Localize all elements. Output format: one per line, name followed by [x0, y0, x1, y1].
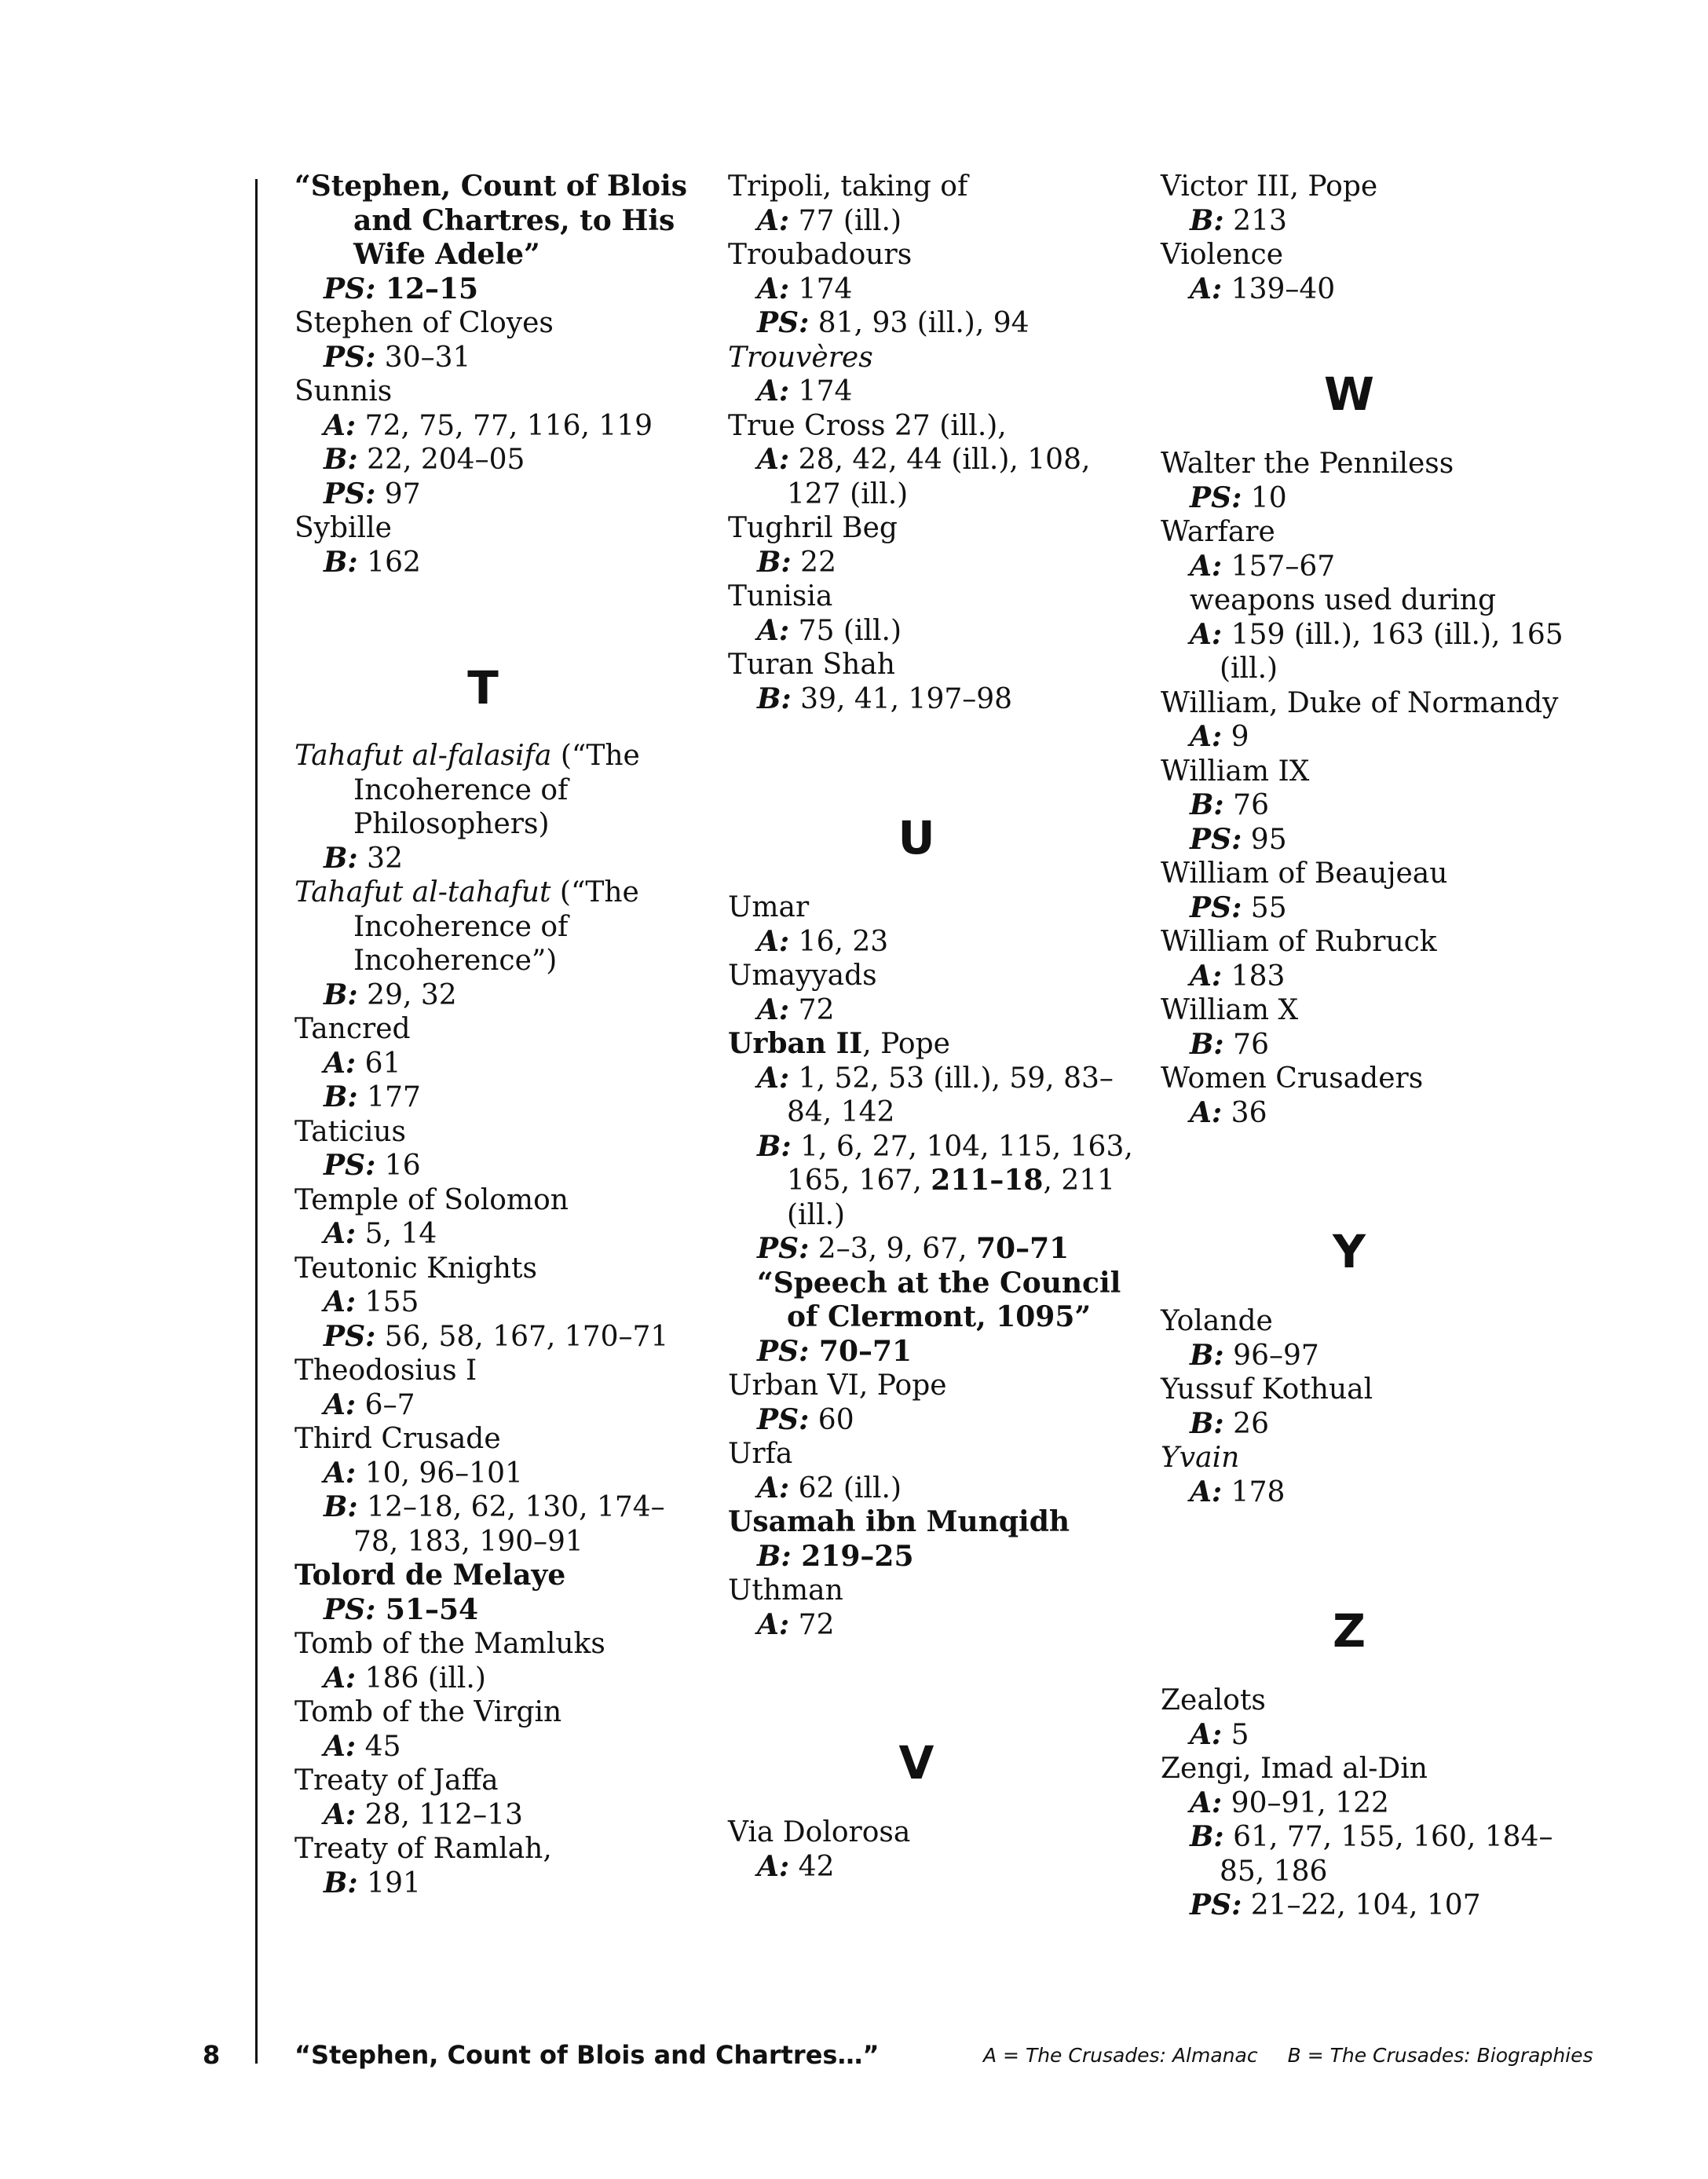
index-entry — [1161, 1373, 1569, 1441]
entry-subentry: A: 10, 96–101 — [324, 1456, 523, 1490]
entry-subentry: A: 178 — [1190, 1475, 1286, 1508]
section-letter: V — [898, 1736, 934, 1790]
entry-heading: Urfa — [728, 1438, 793, 1470]
entry-subentry: B: 61, 77, 155, 160, 184–85, 186 — [1190, 1820, 1553, 1888]
entry-subentry: A: 155 — [324, 1285, 419, 1318]
entry-subentry: B: 22, 204–05 — [324, 443, 525, 476]
index-entry — [294, 1115, 703, 1183]
entry-heading: Temple of Solomon — [294, 1183, 569, 1216]
entry-heading: Trouvères — [728, 341, 873, 374]
entry-heading: Taticius — [294, 1115, 406, 1148]
entry-subentry: weapons used during — [1190, 584, 1497, 616]
index-entry — [728, 170, 1136, 238]
entry-heading: Tomb of the Mamluks — [294, 1628, 605, 1660]
index-entry — [294, 1832, 703, 1900]
entry-subentry: B: 213 — [1190, 203, 1287, 237]
entry-subentry: B: 76 — [1190, 788, 1269, 821]
index-entry — [728, 890, 1136, 959]
entry-subentry: PS: 95 — [1190, 822, 1287, 856]
index-entry — [294, 1183, 703, 1252]
entry-subentry: A: 36 — [1190, 1095, 1267, 1129]
entry-subentry: PS: 30–31 — [324, 340, 471, 374]
index-entry — [728, 1027, 1136, 1369]
entry-subentry: A: 9 — [1190, 720, 1249, 753]
entry-subentry: B: 22 — [757, 545, 836, 579]
index-entry — [728, 1437, 1136, 1505]
entry-heading: Zealots — [1161, 1684, 1266, 1717]
entry-heading: Tancred — [294, 1013, 411, 1045]
entry-subentry: PS: 56, 58, 167, 170–71 — [324, 1319, 669, 1353]
entry-heading: William IX — [1161, 755, 1310, 788]
section-letter: U — [898, 811, 935, 865]
entry-subentry: A: 5 — [1190, 1717, 1249, 1751]
entry-heading: Tripoli, taking of — [728, 170, 968, 203]
entry-heading: Zengi, Imad al-Din — [1161, 1753, 1428, 1785]
index-entry — [1161, 1441, 1569, 1509]
index-entry — [1161, 993, 1569, 1062]
index-entry — [294, 739, 703, 876]
index-entry — [294, 1354, 703, 1422]
entry-heading: Turan Shah — [728, 649, 895, 681]
entry-heading: Tahafut al-falasifa (“The Incoherence of Philosophers) — [294, 740, 640, 840]
index-entry — [728, 409, 1136, 512]
entry-heading: Yolande — [1161, 1305, 1273, 1337]
entry-subentry: A: 61 — [324, 1046, 401, 1080]
section-letter: W — [1324, 367, 1374, 421]
index-column-3 — [1161, 170, 1569, 1923]
index-entry — [728, 341, 1136, 409]
entry-heading: “Stephen, Count of Blois and Chartres, to His Wife Adele” — [294, 170, 687, 271]
entry-subentry: PS: 81, 93 (ill.), 94 — [757, 306, 1030, 339]
index-column-2 — [728, 170, 1136, 1884]
entry-heading: Uthman — [728, 1574, 843, 1607]
entry-heading: Via Dolorosa — [728, 1816, 911, 1848]
index-entry — [294, 1559, 703, 1627]
entry-subentry: A: 159 (ill.), 163 (ill.), 165 (ill.) — [1190, 617, 1564, 685]
page-number: 8 — [203, 2040, 221, 2070]
index-entry — [728, 1574, 1136, 1642]
index-entry — [294, 1627, 703, 1695]
entry-subentry: A: 186 (ill.) — [324, 1661, 486, 1695]
entry-subentry: A: 72 — [757, 993, 835, 1026]
entry-heading: Urban VI, Pope — [728, 1369, 947, 1402]
entry-heading: Teutonic Knights — [294, 1252, 537, 1285]
entry-subentry: A: 139–40 — [1190, 272, 1336, 305]
entry-subentry: B: 191 — [324, 1866, 421, 1899]
index-entry — [1161, 686, 1569, 755]
entry-subentry: PS: 55 — [1190, 890, 1287, 924]
index-entry — [1161, 515, 1569, 686]
entry-subentry: PS: 60 — [757, 1402, 854, 1436]
entry-subentry: B: 162 — [324, 545, 421, 579]
index-entry — [1161, 170, 1569, 238]
vertical-rule — [255, 179, 258, 2064]
index-entry — [294, 375, 703, 511]
entry-subentry: A: 5, 14 — [324, 1217, 437, 1250]
entry-subentry: A: 62 (ill.) — [757, 1471, 902, 1504]
index-entry — [1161, 447, 1569, 515]
section-letter: Y — [1333, 1225, 1366, 1278]
entry-subentry: A: 42 — [757, 1849, 835, 1883]
entry-subentry: A: 16, 23 — [757, 924, 889, 958]
entry-heading: Women Crusaders — [1161, 1062, 1424, 1095]
entry-heading: True Cross 27 (ill.), — [728, 409, 1007, 442]
entry-heading: William of Beaujeau — [1161, 857, 1448, 890]
entry-heading: Yussuf Kothual — [1161, 1373, 1373, 1406]
index-entry — [294, 876, 703, 1012]
entry-heading: Tughril Beg — [728, 512, 898, 544]
entry-subentry: A: 75 (ill.) — [757, 613, 902, 647]
entry-heading: William, Duke of Normandy — [1161, 686, 1559, 719]
index-entry — [294, 1012, 703, 1115]
index-entry — [294, 306, 703, 375]
entry-heading: Third Crusade — [294, 1423, 501, 1455]
section-letter: T — [467, 661, 499, 715]
entry-heading: Umayyads — [728, 960, 877, 992]
entry-heading: Yvain — [1161, 1442, 1240, 1474]
index-column-1 — [294, 170, 703, 1900]
entry-subentry: A: 1, 52, 53 (ill.), 59, 83–84, 142 — [757, 1061, 1114, 1128]
index-entry — [728, 1369, 1136, 1437]
entry-heading: Theodosius I — [294, 1355, 477, 1387]
running-title: “Stephen, Count of Blois and Chartres…” — [294, 2040, 880, 2070]
entry-subentry: A: 6–7 — [324, 1387, 415, 1421]
entry-subentry: PS: 2–3, 9, 67, 70–71 — [757, 1232, 1070, 1265]
entry-subentry: A: 157–67 — [1190, 549, 1336, 583]
entry-heading: Urban II, Pope — [728, 1027, 950, 1060]
entry-heading: Tahafut al-tahafut (“The Incoherence of Incoherence”) — [294, 876, 639, 977]
entry-subentry: B: 177 — [324, 1080, 421, 1113]
index-entry — [294, 1252, 703, 1355]
index-entry — [294, 511, 703, 579]
entry-subentry: “Speech at the Council of Clermont, 1095” — [757, 1266, 1121, 1333]
index-entry — [1161, 1684, 1569, 1752]
entry-subentry: A: 183 — [1190, 959, 1286, 993]
index-entry — [728, 648, 1136, 716]
entry-heading: Treaty of Ramlah, — [294, 1833, 552, 1865]
index-entry — [1161, 238, 1569, 306]
index-entry — [1161, 1304, 1569, 1373]
legend-almanac: A = The Crusades: Almanac — [983, 2044, 1258, 2067]
entry-subentry: A: 77 (ill.) — [757, 203, 902, 237]
entry-subentry: A: 72, 75, 77, 116, 119 — [324, 408, 653, 442]
entry-subentry: PS: 70–71 — [757, 1334, 913, 1368]
entry-subentry: B: 1, 6, 27, 104, 115, 163, 165, 167, 211–18, 211 (ill.) — [757, 1129, 1133, 1231]
entry-subentry: B: 12–18, 62, 130, 174–78, 183, 190–91 — [324, 1490, 665, 1558]
entry-subentry: PS: 10 — [1190, 481, 1287, 514]
index-entry — [294, 1695, 703, 1764]
entry-heading: Walter the Penniless — [1161, 448, 1454, 480]
index-entry — [1161, 1752, 1569, 1923]
index-entry — [294, 1764, 703, 1832]
entry-subentry: PS: 21–22, 104, 107 — [1190, 1888, 1481, 1921]
entry-subentry: A: 72 — [757, 1607, 835, 1641]
index-entry — [728, 959, 1136, 1027]
index-entry — [294, 1422, 703, 1559]
entry-heading: Tomb of the Virgin — [294, 1696, 562, 1728]
entry-subentry: B: 29, 32 — [324, 978, 457, 1011]
entry-subentry: A: 90–91, 122 — [1190, 1786, 1389, 1819]
entry-subentry: PS: 97 — [324, 477, 421, 510]
entry-subentry: B: 96–97 — [1190, 1338, 1319, 1372]
entry-heading: Usamah ibn Munqidh — [728, 1505, 1070, 1538]
entry-heading: Warfare — [1161, 516, 1275, 548]
index-entry — [728, 579, 1136, 648]
entry-heading: Tolord de Melaye — [294, 1559, 566, 1592]
entry-subentry: B: 39, 41, 197–98 — [757, 682, 1013, 715]
index-entry — [1161, 1062, 1569, 1130]
entry-subentry: PS: 12–15 — [324, 272, 479, 305]
entry-subentry: B: 32 — [324, 841, 403, 875]
index-entry — [728, 238, 1136, 341]
entry-subentry: PS: 16 — [324, 1149, 421, 1182]
entry-heading: Sybille — [294, 512, 392, 544]
entry-heading: Tunisia — [728, 580, 833, 612]
entry-subentry: B: 219–25 — [757, 1539, 914, 1573]
index-entry — [728, 1505, 1136, 1574]
index-entry — [1161, 925, 1569, 993]
entry-subentry: A: 174 — [757, 375, 853, 408]
entry-heading: Sunnis — [294, 375, 393, 408]
entry-heading: William of Rubruck — [1161, 926, 1437, 958]
entry-subentry: A: 45 — [324, 1729, 401, 1763]
footer-legend — [983, 2044, 1593, 2067]
index-entry — [1161, 857, 1569, 925]
entry-heading: Troubadours — [728, 239, 913, 271]
entry-heading: Victor III, Pope — [1161, 170, 1378, 203]
entry-subentry: A: 28, 112–13 — [324, 1797, 523, 1831]
entry-heading: Stephen of Cloyes — [294, 307, 554, 339]
entry-heading: Treaty of Jaffa — [294, 1764, 499, 1797]
legend-biographies: B = The Crusades: Biographies — [1287, 2044, 1593, 2067]
section-letter: Z — [1332, 1604, 1366, 1658]
entry-heading: William X — [1161, 994, 1299, 1026]
entry-heading: Violence — [1161, 239, 1284, 271]
index-entry — [728, 1815, 1136, 1884]
entry-heading: Umar — [728, 891, 810, 923]
entry-subentry: PS: 51–54 — [324, 1592, 479, 1626]
entry-subentry: B: 76 — [1190, 1027, 1269, 1061]
index-entry — [294, 170, 703, 306]
entry-subentry: B: 26 — [1190, 1406, 1269, 1440]
entry-subentry: A: 28, 42, 44 (ill.), 108, 127 (ill.) — [757, 443, 1091, 510]
entry-subentry: A: 174 — [757, 272, 853, 305]
index-entry — [728, 511, 1136, 579]
index-entry — [1161, 755, 1569, 857]
